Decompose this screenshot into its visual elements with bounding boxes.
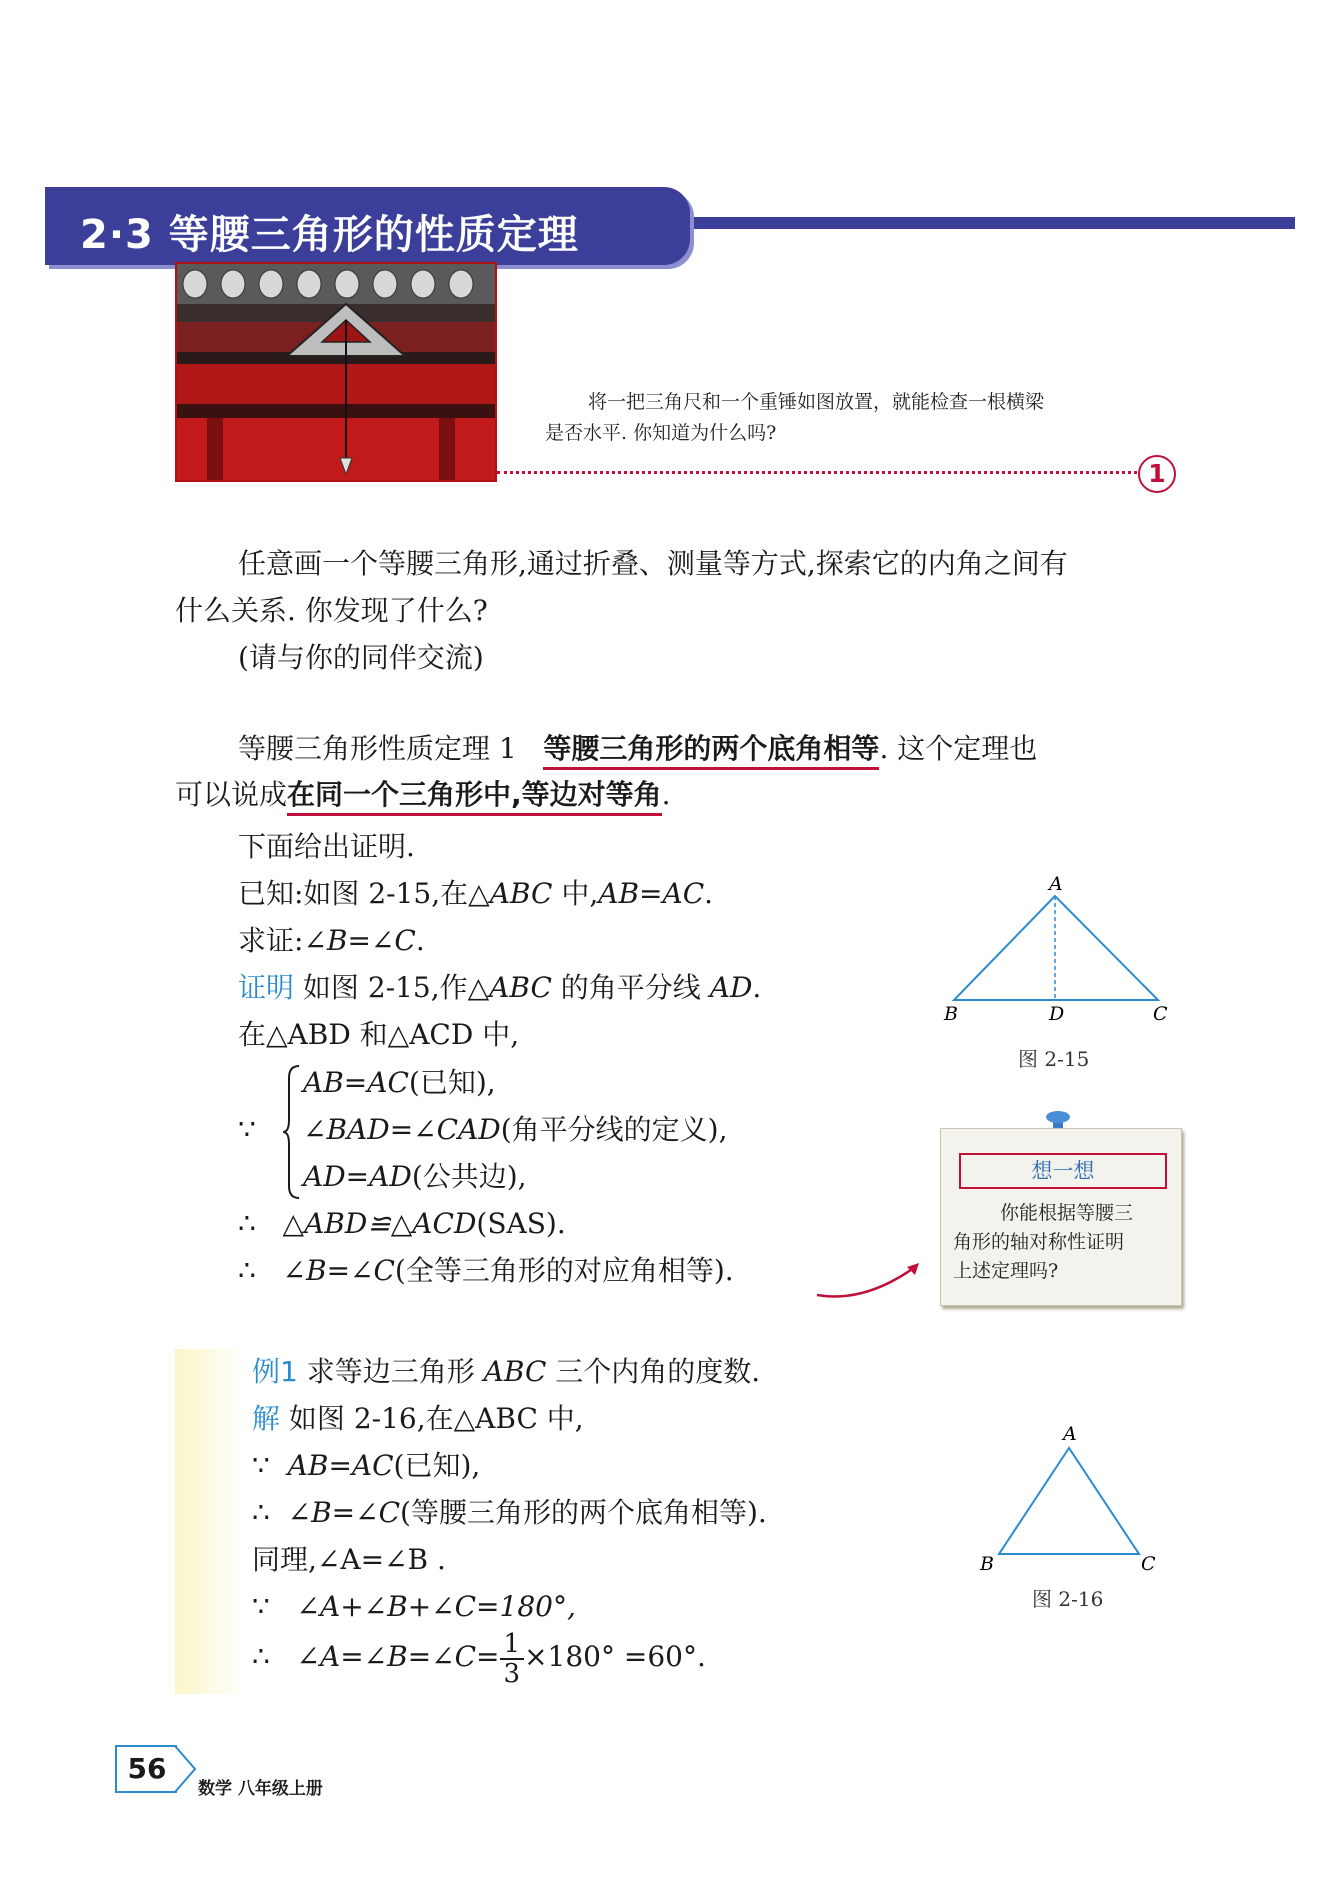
brace2-reason: (角平分线的定义),	[500, 1113, 728, 1146]
fig215-label-c: C	[1153, 1003, 1168, 1022]
proof-label: 证明	[238, 971, 295, 1004]
concl1-math: △ABD≌△ACD	[282, 1207, 477, 1240]
solution2-math: AB=AC	[287, 1449, 394, 1482]
proof-abc: ABC	[489, 971, 552, 1004]
arrow-icon	[815, 1255, 930, 1305]
figure-2-16-caption: 图 2-16	[1032, 1587, 1104, 1611]
solution-line6	[252, 1627, 706, 1688]
in-triangles-line: 在△ABD 和△ACD 中,	[238, 1018, 520, 1051]
concl2-math: ∠B=∠C	[282, 1254, 395, 1287]
fraction-one-third	[500, 1630, 525, 1688]
concl2-reason: (全等三角形的对应角相等).	[394, 1254, 734, 1287]
proof-end: .	[752, 971, 762, 1004]
fig215-label-d: D	[1049, 1003, 1065, 1022]
prove-eq: ∠B=∠C	[303, 924, 416, 957]
figure-2-16	[975, 1418, 1165, 1578]
prove-prefix: 求证:	[238, 924, 304, 957]
solution-therefore-1: ∴	[252, 1496, 270, 1529]
section-title: 2·3 等腰三角形的性质定理	[80, 212, 579, 258]
brace-line2	[303, 1106, 727, 1153]
proof-ad: AD	[709, 971, 753, 1004]
solution2-reason: (已知),	[393, 1449, 481, 1482]
fig216-label-c: C	[1141, 1553, 1156, 1575]
beam-photo	[175, 262, 497, 482]
page-number: 56	[115, 1745, 177, 1793]
solution-label: 解	[252, 1402, 281, 1435]
solution-line5	[252, 1583, 576, 1630]
think-note-heading: 想一想	[959, 1153, 1167, 1189]
intro-caption-line1: 将一把三角尺和一个重锤如图放置，就能检查一根横梁	[588, 391, 1045, 413]
proof-line	[238, 964, 761, 1011]
think-note-line3: 上述定理吗?	[953, 1260, 1059, 1282]
brace3-math: AD=AD	[303, 1160, 412, 1193]
therefore-symbol-1: ∴	[238, 1207, 256, 1240]
solution-line4: 同理,∠A=∠B .	[252, 1543, 446, 1576]
solution-therefore-2: ∴	[252, 1640, 270, 1673]
solution5-math: ∠A+∠B+∠C=180°,	[296, 1590, 576, 1623]
brace2-math: ∠BAD=∠CAD	[303, 1113, 501, 1146]
theorem-line2	[175, 771, 671, 818]
dotted-rule	[497, 471, 1137, 474]
intro-caption-line2: 是否水平. 你知道为什么吗?	[545, 422, 777, 444]
concl1-reason: (SAS).	[476, 1207, 566, 1240]
solution-line2	[252, 1442, 480, 1489]
given-line	[238, 870, 713, 917]
prove-line	[238, 917, 425, 964]
think-note-body	[953, 1199, 1177, 1286]
because-symbol: ∵	[238, 1113, 256, 1146]
fig216-label-a: A	[1063, 1423, 1077, 1445]
solution6-prefix: ∠A=∠B=∠C=	[296, 1640, 500, 1673]
page-tab-arrow-icon	[175, 1745, 197, 1793]
fig215-label-b: B	[944, 1003, 958, 1022]
brace3-reason: (公共边),	[411, 1160, 527, 1193]
proof-text1: 如图 2-15,作△	[294, 971, 490, 1004]
theorem-line1	[238, 725, 1037, 772]
fig215-label-a: A	[1049, 873, 1063, 895]
solution-line1	[252, 1395, 584, 1442]
example-question-abc: ABC	[483, 1355, 547, 1388]
example-highlight	[175, 1349, 245, 1694]
solution3-reason: (等腰三角形的两个底角相等).	[400, 1496, 767, 1529]
theorem-line2-prefix: 可以说成	[175, 778, 288, 811]
figure-2-15	[940, 872, 1170, 1022]
fraction-denominator: 3	[503, 1658, 521, 1689]
example-label: 例1	[252, 1355, 298, 1388]
theorem-line2-end: .	[661, 778, 671, 811]
conclusion-line2	[238, 1247, 734, 1294]
explore-line1: 任意画一个等腰三角形,通过折叠、测量等方式,探索它的内角之间有	[238, 547, 1068, 580]
fraction-numerator: 1	[500, 1630, 525, 1660]
solution-because-2: ∵	[252, 1590, 270, 1623]
explore-line2: 什么关系. 你发现了什么?	[175, 594, 488, 627]
solution-line3	[252, 1489, 767, 1536]
solution3-math: ∠B=∠C	[287, 1496, 401, 1529]
given-eq: AB=AC	[598, 877, 705, 910]
think-note-line1: 你能根据等腰三	[1000, 1202, 1134, 1224]
example-question	[252, 1348, 760, 1395]
brace1-reason: (已知),	[408, 1066, 496, 1099]
theorem-label: 等腰三角形性质定理 1	[238, 732, 517, 765]
brace1-math: AB=AC	[303, 1066, 409, 1099]
fig216-label-b: B	[980, 1553, 994, 1575]
intro-caption	[545, 387, 1145, 449]
solution-text1: 如图 2-16,在△ABC 中,	[280, 1402, 584, 1435]
brace-line1	[303, 1059, 496, 1106]
section-marker: 1	[1138, 455, 1176, 493]
given-abc: ABC	[489, 877, 553, 910]
conclusion-line1	[238, 1200, 566, 1247]
theorem-restatement: 在同一个三角形中,等边对等角	[287, 778, 662, 816]
footer-book-title: 数学 八年级上册	[198, 1779, 323, 1799]
example-question-prefix: 求等边三角形	[297, 1355, 484, 1388]
header-rule	[690, 217, 1295, 229]
think-note	[940, 1128, 1182, 1306]
example-question-end: 三个内角的度数.	[546, 1355, 761, 1388]
given-end: .	[704, 877, 714, 910]
given-mid: 中,	[552, 877, 599, 910]
think-note-line2: 角形的轴对称性证明	[953, 1231, 1125, 1253]
given-prefix: 已知:如图 2-15,在△	[238, 877, 490, 910]
theorem-statement: 等腰三角形的两个底角相等	[543, 732, 879, 770]
therefore-symbol-2: ∴	[238, 1254, 256, 1287]
brace-line3	[303, 1153, 527, 1200]
solution-because-1: ∵	[252, 1449, 270, 1482]
proof-text2: 的角平分线	[551, 971, 710, 1004]
proof-intro: 下面给出证明.	[238, 830, 415, 863]
theorem-mid: . 这个定理也	[879, 732, 1038, 765]
prove-end: .	[415, 924, 425, 957]
solution6-suffix: ×180° =60°.	[524, 1640, 706, 1673]
explore-line3: (请与你的同伴交流)	[238, 641, 484, 674]
left-brace	[283, 1062, 303, 1202]
figure-2-15-caption: 图 2-15	[1018, 1047, 1090, 1071]
